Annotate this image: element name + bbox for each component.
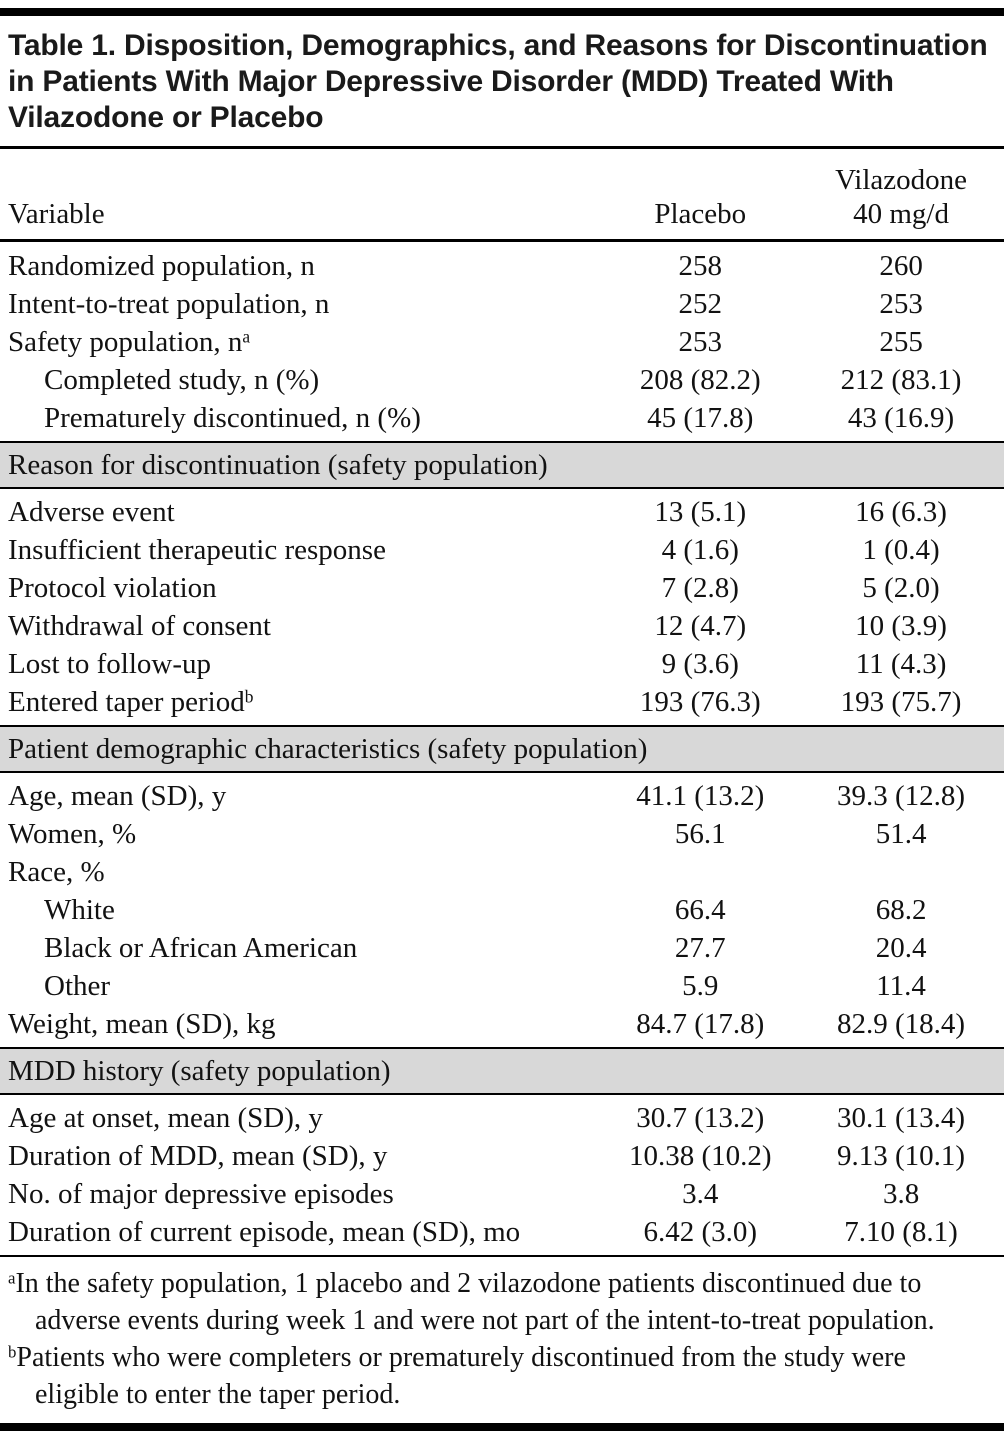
footnote-marker: b — [8, 1342, 17, 1362]
row-label: No. of major depressive episodes — [8, 1178, 394, 1210]
vilazodone-value: 5 (2.0) — [862, 572, 940, 604]
table-row — [0, 607, 1004, 645]
section-header-band: Reason for discontinuation (safety population) — [0, 441, 1004, 489]
placebo-value: 253 — [678, 326, 723, 358]
column-header-vilazodone — [798, 163, 1004, 231]
table-row — [0, 569, 1004, 607]
vilazodone-value: 255 — [879, 326, 923, 358]
section-header-band: MDD history (safety population) — [0, 1047, 1004, 1095]
footnote: $^b$Patients who were completers or prematurely discontinued from the study were eligible to enter the taper period. — [8, 1342, 906, 1410]
row-label: Safety population, $n^a$ — [8, 326, 251, 358]
vilazodone-value: 3.8 — [882, 1178, 920, 1210]
vilazodone-value: 82.9 (18.4) — [837, 1008, 966, 1040]
row-label: Adverse event — [8, 496, 175, 528]
row-label: Women, % — [8, 818, 137, 850]
row-label: Entered taper period$^b$ — [8, 686, 254, 718]
table-row — [0, 1175, 1004, 1213]
row-label: Insufficient therapeutic response — [8, 534, 386, 566]
row-label: Withdrawal of consent — [8, 610, 271, 642]
table-row — [0, 323, 1004, 361]
row-label: Prematurely discontinued, n (%) — [44, 402, 421, 434]
row-label: Lost to follow-up — [8, 648, 211, 680]
footnote-marker: a — [8, 1268, 16, 1288]
vilazodone-value: 20.4 — [875, 932, 927, 964]
footnote: $^a$In the safety population, 1 placebo and 2 vilazodone patients discontinued due to adverse events during week 1 and were not part of the intent-to-treat population. — [8, 1268, 935, 1336]
top-rule — [0, 8, 1004, 16]
placebo-value: 41.1 (13.2) — [636, 780, 765, 812]
vilazodone-value — [798, 853, 1004, 891]
table-row — [0, 929, 1004, 967]
placebo-value: 7 (2.8) — [661, 572, 739, 604]
vilazodone-value: 193 (75.7) — [840, 686, 962, 718]
table-row — [0, 853, 1004, 891]
table-row — [0, 683, 1004, 721]
placebo-value: 56.1 — [674, 818, 726, 850]
table-row — [0, 531, 1004, 569]
row-label: Duration of current episode, mean (SD), mo — [8, 1216, 521, 1248]
table-row — [0, 399, 1004, 437]
table-title: Table 1. Disposition, Demographics, and Reasons for Discontinuation in Patients With Major Depressive Disorder (MDD) Treated With Vilazodone or Placebo — [8, 29, 988, 134]
table-row — [0, 361, 1004, 399]
placebo-value: 84.7 (17.8) — [636, 1008, 765, 1040]
placebo-value — [602, 853, 798, 891]
placebo-value: 12 (4.7) — [654, 610, 747, 642]
table-row — [0, 645, 1004, 683]
placebo-value: 10.38 (10.2) — [628, 1140, 772, 1172]
placebo-value: 5.9 — [682, 970, 719, 1002]
placebo-value: 13 (5.1) — [654, 496, 747, 528]
vilazodone-value: 16 (6.3) — [855, 496, 947, 528]
placebo-value: 6.42 (3.0) — [643, 1216, 758, 1248]
row-label: Completed study, n (%) — [44, 364, 320, 396]
vilazodone-value: 30.1 (13.4) — [837, 1102, 966, 1134]
column-header-vilazodone-line1: Vilazodone — [835, 164, 968, 196]
row-label: White — [44, 894, 115, 926]
row-label: Intent-to-treat population, n — [8, 288, 330, 320]
superscript-marker: b — [244, 686, 254, 707]
table-row — [0, 967, 1004, 1005]
vilazodone-value: 9.13 (10.1) — [837, 1140, 966, 1172]
placebo-value: 208 (82.2) — [639, 364, 761, 396]
table-row — [0, 285, 1004, 323]
row-label: Other — [44, 970, 111, 1002]
table-row — [0, 815, 1004, 853]
placebo-value: 193 (76.3) — [639, 686, 761, 718]
vilazodone-value: 212 (83.1) — [840, 364, 962, 396]
vilazodone-value: 11 (4.3) — [855, 648, 947, 680]
table-row — [0, 777, 1004, 815]
table-row — [0, 1099, 1004, 1137]
vilazodone-value: 1 (0.4) — [862, 534, 940, 566]
table-row — [0, 891, 1004, 929]
vilazodone-value: 260 — [879, 250, 923, 282]
column-header-placebo: Placebo — [654, 198, 747, 230]
placebo-value: 27.7 — [674, 932, 726, 964]
row-label: Age, mean (SD), y — [8, 780, 227, 812]
vilazodone-value: 10 (3.9) — [855, 610, 947, 642]
vilazodone-value: 68.2 — [875, 894, 927, 926]
column-header-variable: Variable — [8, 198, 105, 230]
vilazodone-value: 7.10 (8.1) — [844, 1216, 958, 1248]
row-label: Race, % — [8, 856, 105, 888]
placebo-value: 30.7 (13.2) — [636, 1102, 765, 1134]
column-header-row — [0, 149, 1004, 242]
row-label: Black or African American — [44, 932, 358, 964]
row-label: Randomized population, n — [8, 250, 315, 282]
row-label: Weight, mean (SD), kg — [8, 1008, 276, 1040]
placebo-value: 4 (1.6) — [661, 534, 739, 566]
vilazodone-value: 51.4 — [875, 818, 927, 850]
row-label: Protocol violation — [8, 572, 217, 604]
placebo-value: 252 — [678, 288, 723, 320]
vilazodone-value: 43 (16.9) — [847, 402, 955, 434]
placebo-value: 3.4 — [682, 1178, 719, 1210]
placebo-value: 45 (17.8) — [647, 402, 754, 434]
table-row — [0, 247, 1004, 285]
section-header-band: Patient demographic characteristics (safety population) — [0, 725, 1004, 773]
placebo-value: 66.4 — [674, 894, 726, 926]
table-row — [0, 1137, 1004, 1175]
table-row — [0, 493, 1004, 531]
column-header-vilazodone-line2: 40 mg/d — [853, 198, 949, 230]
placebo-value: 9 (3.6) — [661, 648, 739, 680]
footnotes — [0, 1255, 1004, 1423]
vilazodone-value: 11.4 — [876, 970, 926, 1002]
table-body — [0, 242, 1004, 1251]
placebo-value: 258 — [678, 250, 723, 282]
vilazodone-value: 253 — [879, 288, 923, 320]
table-row — [0, 1005, 1004, 1043]
bottom-rule — [0, 1423, 1004, 1431]
row-label: Age at onset, mean (SD), y — [8, 1102, 323, 1134]
superscript-marker: a — [242, 326, 251, 347]
table-row — [0, 1213, 1004, 1251]
vilazodone-value: 39.3 (12.8) — [837, 780, 966, 812]
row-label: Duration of MDD, mean (SD), y — [8, 1140, 388, 1172]
